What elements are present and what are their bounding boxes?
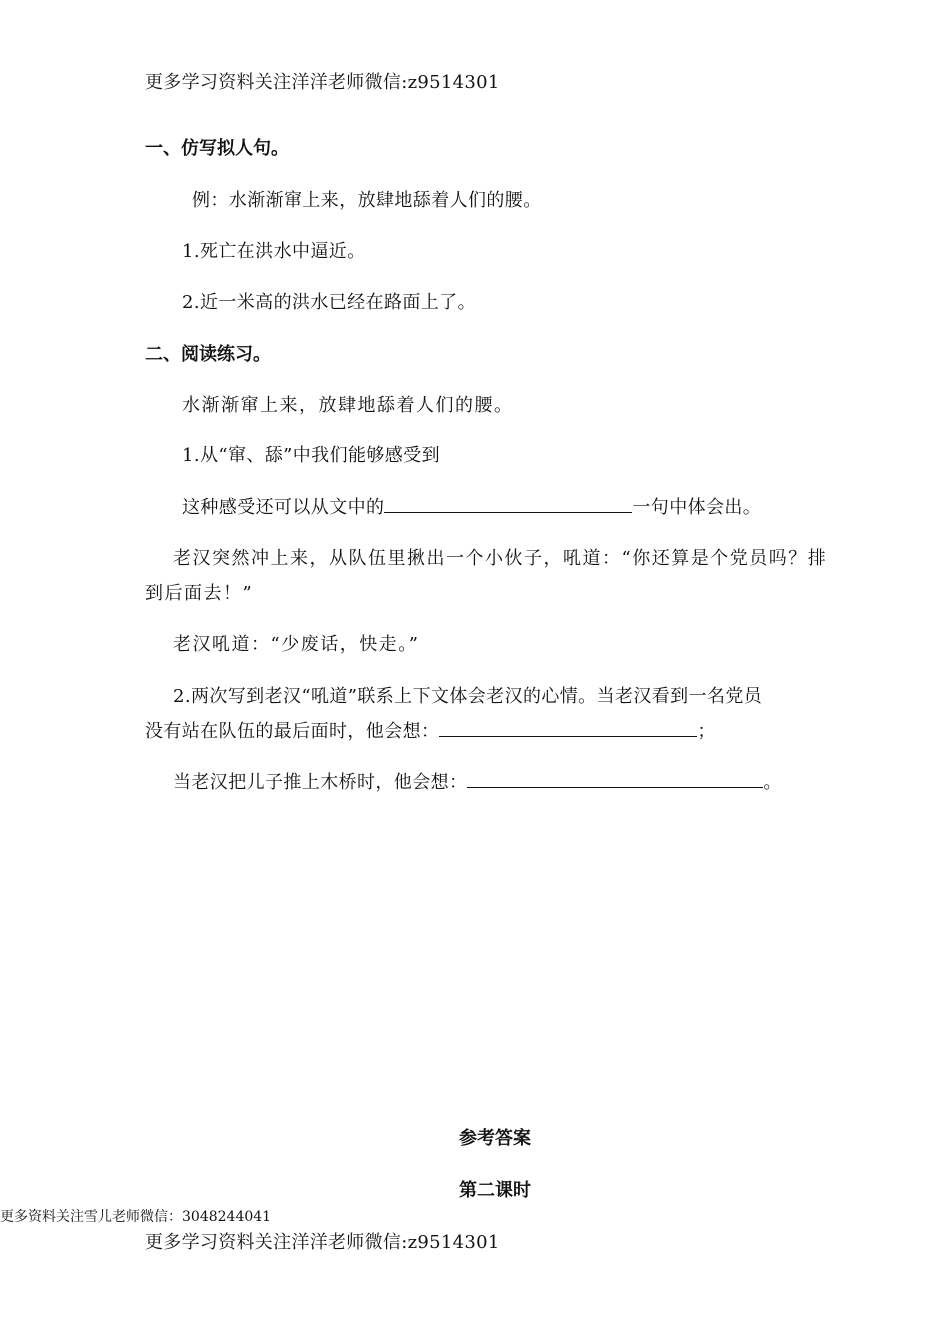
- question-2-line-3-before: 当老汉把儿子推上木桥时，他会想：: [173, 772, 468, 793]
- footer-small-watermark: 更多资料关注雪儿老师微信：3048244041: [0, 1209, 272, 1225]
- question-2-line-3-after: 。: [763, 772, 782, 793]
- passage-line-3: 老汉吼道：“少废话，快走。”: [173, 634, 420, 655]
- footer-watermark: 更多学习资料关注洋洋老师微信:z9514301: [145, 1232, 500, 1253]
- section-1-item-2: 2.近一米高的洪水已经在路面上了。: [182, 292, 476, 313]
- question-2-line-2-before: 没有站在队伍的最后面时，他会想：: [145, 721, 440, 742]
- question-1-line-2: [182, 493, 761, 519]
- section-1-title: 一、仿写拟人句。: [145, 138, 289, 159]
- answer-blank-1[interactable]: [384, 496, 632, 513]
- header-watermark: 更多学习资料关注洋洋老师微信:z9514301: [145, 72, 500, 93]
- question-2-line-2: [145, 717, 716, 743]
- answer-blank-3[interactable]: [467, 771, 763, 788]
- answers-title: 参考答案: [459, 1128, 531, 1149]
- answers-subtitle: 第二课时: [459, 1180, 531, 1201]
- question-2-line-2-after: ；: [697, 721, 716, 742]
- question-2-line-3: [173, 768, 782, 794]
- section-2-quote: 水渐渐窜上来，放肆地舔着人们的腰。: [182, 395, 514, 416]
- question-1-line-2-before: 这种感受还可以从文中的: [182, 497, 385, 518]
- answer-blank-2[interactable]: [439, 720, 697, 737]
- passage-line-2: 到后面去！”: [145, 583, 254, 604]
- question-2-line-1: 2.两次写到老汉“吼道”联系上下文体会老汉的心情。当老汉看到一名党员: [173, 686, 763, 707]
- question-1-prompt: 1.从“窜、舔”中我们能够感受到: [182, 445, 440, 466]
- passage-line-1: 老汉突然冲上来，从队伍里揪出一个小伙子，吼道：“你还算是个党员吗？排: [173, 548, 828, 569]
- section-1-item-1: 1.死亡在洪水中逼近。: [182, 241, 366, 262]
- question-1-line-2-after: 一句中体会出。: [632, 497, 762, 518]
- section-2-title: 二、阅读练习。: [145, 344, 271, 365]
- section-1-example: 例：水渐渐窜上来，放肆地舔着人们的腰。: [192, 190, 542, 211]
